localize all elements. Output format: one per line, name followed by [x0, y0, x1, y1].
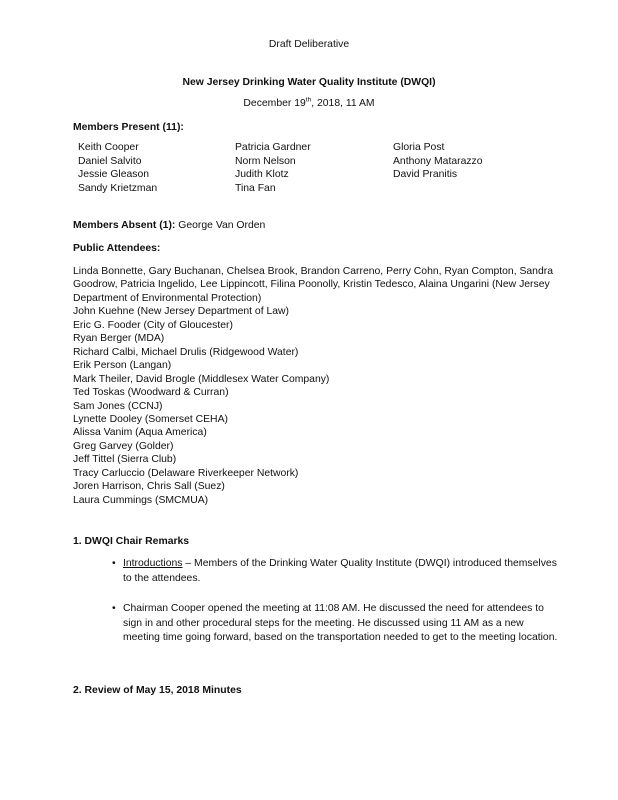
bullet-chairman-remarks: Chairman Cooper opened the meeting at 11:08 AM. He discussed the need for attendees to sign in and other procedural steps for the meeting. He discussed using 11 AM as a new meeting time going forward, based on the transportation needed to get to the meeting location. — [123, 603, 558, 643]
bullet-icon: • — [112, 603, 116, 614]
attendee-entry: Tracy Carluccio (Delaware Riverkeeper Network) — [73, 467, 299, 479]
members-present-heading: Members Present (11): — [73, 122, 184, 133]
bullet-icon: • — [112, 558, 116, 569]
member-name: David Pranitis — [393, 169, 458, 180]
attendee-entry: Linda Bonnette, Gary Buchanan, Chelsea Brook, Brandon Carreno, Perry Cohn, Ryan Compton, Sandra Goodrow, Patricia Ingelido, Lee Lippincott, Filina Poonolly, Kristin Tedesco, Alaina Ungarini (New Jersey Department of Environmental Protection) — [73, 266, 553, 304]
members-present-col3 — [393, 141, 483, 182]
attendee-entry: Ryan Berger (MDA) — [73, 333, 165, 345]
member-name: Sandy Krietzman — [78, 182, 158, 194]
member-name: Gloria Post — [393, 142, 445, 153]
draft-label: Draft Deliberative — [268, 39, 350, 50]
public-attendees-list — [73, 265, 553, 507]
member-name: Norm Nelson — [235, 155, 296, 167]
public-attendees-heading: Public Attendees: — [73, 243, 161, 254]
members-absent — [73, 219, 265, 232]
members-absent-names: George Van Orden — [175, 220, 266, 231]
attendee-entry: Sam Jones (CCNJ) — [73, 400, 163, 412]
section1-heading: 1. DWQI Chair Remarks — [73, 536, 190, 547]
attendee-entry: Richard Calbi, Michael Drulis (Ridgewood Water) — [73, 346, 299, 358]
member-name: Keith Cooper — [78, 142, 139, 153]
date-day: December 19 — [243, 98, 306, 109]
bullet-introductions — [123, 557, 563, 586]
date-rest: , 2018, 11 AM — [311, 98, 375, 109]
attendee-entry: Laura Cummings (SMCMUA) — [73, 494, 209, 506]
member-name: Judith Klotz — [235, 169, 289, 180]
attendee-entry: Ted Toskas (Woodward & Curran) — [73, 387, 229, 399]
attendee-entry: Mark Theiler, David Brogle (Middlesex Water Company) — [73, 373, 330, 385]
attendee-entry: Jeff Tittel (Sierra Club) — [73, 454, 177, 466]
introductions-label: Introductions — [123, 558, 183, 569]
document-title: New Jersey Drinking Water Quality Institute (DWQI) — [182, 77, 436, 88]
members-present-col2 — [235, 141, 311, 195]
attendee-entry: Eric G. Fooder (City of Gloucester) — [73, 319, 233, 331]
attendee-entry: Joren Harrison, Chris Sall (Suez) — [73, 481, 225, 493]
member-name: Tina Fan — [235, 182, 276, 194]
attendee-entry: Greg Garvey (Golder) — [73, 440, 174, 452]
attendee-entry: Lynette Dooley (Somerset CEHA) — [73, 413, 228, 425]
member-name: Daniel Salvito — [78, 155, 142, 167]
member-name: Jessie Gleason — [78, 169, 150, 180]
members-absent-heading: Members Absent (1): — [73, 220, 176, 231]
introductions-text: – Members of the Drinking Water Quality Institute (DWQI) introduced themselves to the attendees. — [123, 558, 557, 584]
attendee-entry: Alissa Vanim (Aqua America) — [73, 427, 207, 439]
attendee-entry: Erik Person (Langan) — [73, 360, 172, 372]
section2-heading: 2. Review of May 15, 2018 Minutes — [73, 685, 242, 696]
member-name: Patricia Gardner — [235, 142, 311, 153]
date-suffix: th — [305, 96, 312, 104]
members-present-col1 — [78, 141, 157, 195]
member-name: Anthony Matarazzo — [393, 155, 483, 167]
attendee-entry: John Kuehne (New Jersey Department of Law) — [73, 306, 290, 318]
meeting-date — [0, 97, 618, 110]
